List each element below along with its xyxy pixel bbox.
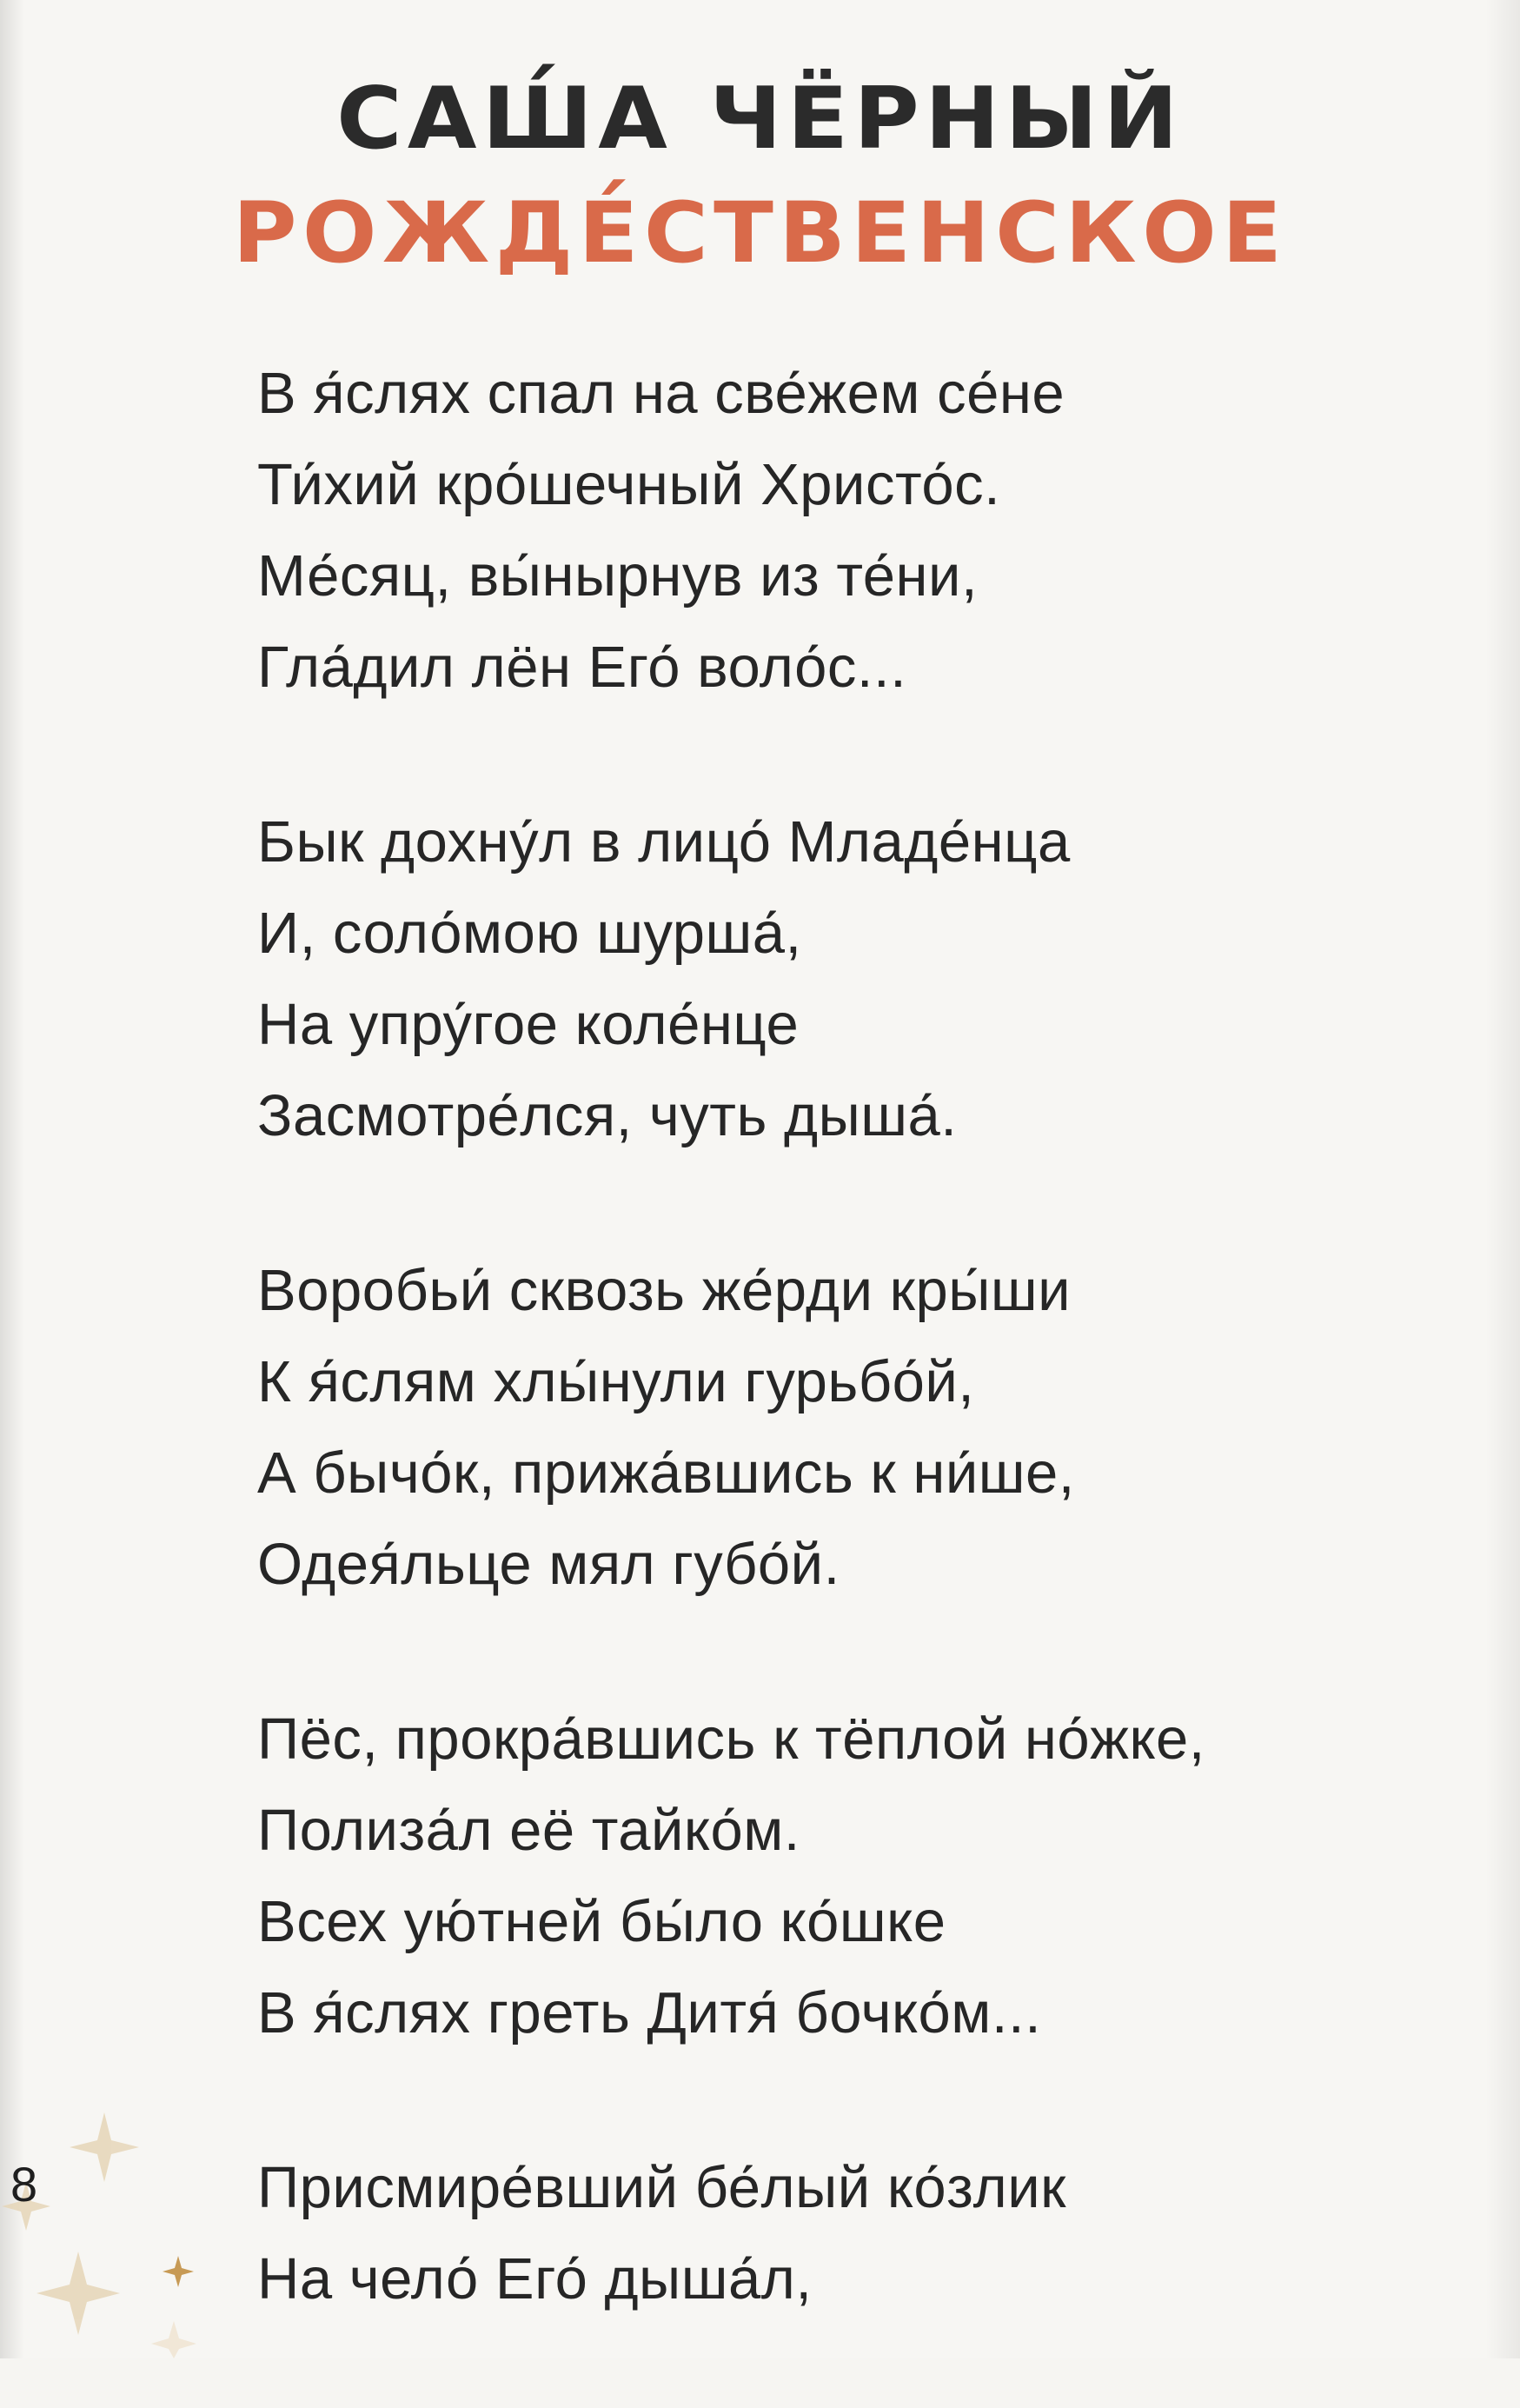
poem-line: Полиза́л её тайко́м. [257,1798,800,1863]
stanza-4 [257,1693,1474,2059]
poem-line: Пёс, прокра́вшись к тёплой но́жке, [257,1706,1205,1772]
poem-line: В я́слях спал на све́жем се́не [257,361,1065,426]
poem-body [257,348,1474,2408]
stanza-3 [257,1245,1474,1610]
author-name: САШ́А ЧЁРНЫЙ [336,70,1184,169]
star-icon [163,2256,194,2287]
poem-line: На чело́ Его́ дыша́л, [257,2246,813,2312]
poem-line: На упру́гое коле́нце [257,992,800,1057]
stanza-2 [257,796,1474,1161]
poem-line: Одея́льце мял губо́й. [257,1532,840,1597]
poem-line: Засмотре́лся, чуть дыша́. [257,1083,958,1148]
poem-line: Ме́сяц, вы́нырнув из те́ни, [257,543,979,609]
stanza-5 [257,2142,1474,2325]
page-number: 8 [10,2157,38,2212]
star-icon [70,2112,139,2182]
stanza-1 [257,348,1474,713]
poem-line: Воробьи́ сквозь же́рди кры́ши [257,1258,1072,1323]
decorative-stars [0,2086,261,2358]
poem-line: А бычо́к, прижа́вшись к ни́ше, [257,1440,1075,1506]
poem-title: РОЖДЕ́СТВЕНСКОЕ [232,184,1288,282]
poem-line: Гла́дил лён Его́ воло́с... [257,635,907,700]
poem-line: Присмире́вший бе́лый ко́злик [257,2155,1066,2220]
star-icon [151,2321,196,2358]
poem-line: Ти́хий кро́шечный Христо́с. [257,452,1001,517]
poem-line: К я́слям хлы́нули гурьбо́й, [257,1349,975,1414]
poem-line: В я́слях греть Дитя́ бочко́м... [257,1980,1042,2045]
poem-line: Бык дохну́л в лицо́ Младе́нца [257,809,1071,875]
poem-line: Всех ую́тней бы́ло ко́шке [257,1889,946,1954]
poem-line: И, соло́мою шурша́, [257,901,802,966]
star-icon [37,2252,120,2335]
